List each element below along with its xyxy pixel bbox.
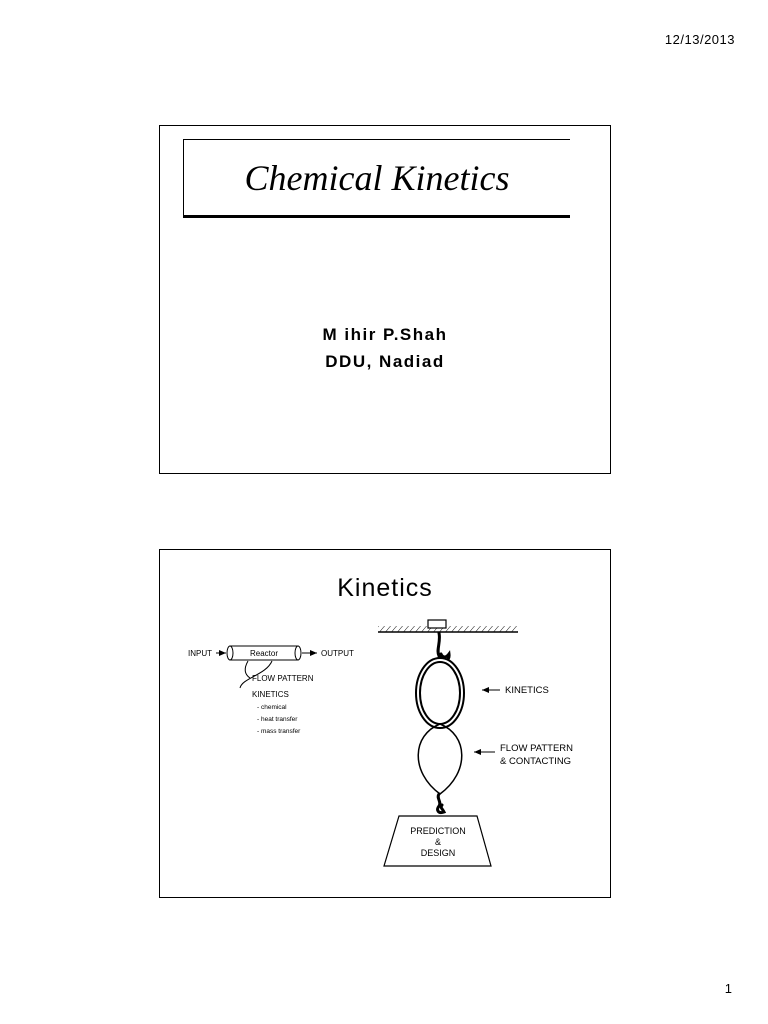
weight-line-1: PREDICTION [410, 826, 466, 836]
top-hook [438, 633, 449, 660]
kinetics-item-heat: - heat transfer [257, 716, 298, 723]
slide-title [159, 125, 611, 474]
kinetics-link-highlight [418, 660, 462, 726]
weight-line-2: & [434, 837, 442, 847]
page-number: 1 [724, 981, 732, 996]
mount-bolt [428, 620, 446, 628]
author-institution: DDU, Nadiad [325, 352, 445, 371]
author-name: M ihir P.Shah [322, 325, 448, 344]
reactor-diagram [188, 646, 354, 735]
bottom-hook [438, 794, 444, 813]
kinetics-label: KINETICS [252, 690, 289, 699]
kinetics-title: Kinetics [337, 574, 433, 602]
weight-line-3: DESIGN [420, 848, 456, 858]
page-date: 12/13/2013 [664, 32, 735, 47]
input-label: INPUT [188, 649, 212, 658]
chain-diagram [378, 620, 573, 866]
reactor-label: Reactor [249, 649, 279, 658]
kinetics-diagram [160, 550, 610, 897]
flow-pattern-link [418, 724, 462, 794]
chain-flow-label-1: FLOW PATTERN [500, 743, 574, 754]
author-block [160, 321, 610, 375]
chain-flow-label-2: & CONTACTING [500, 756, 572, 767]
reactor-cap-right [295, 646, 301, 660]
kinetics-item-chemical: - chemical [257, 704, 287, 711]
ceiling-hatch [378, 626, 518, 632]
kinetics-item-mass: - mass transfer [257, 728, 301, 735]
slide-title-text: Chemical Kinetics [244, 157, 510, 198]
flow-pattern-label: FLOW PATTERN [252, 674, 314, 683]
output-label: OUTPUT [321, 649, 354, 658]
reactor-cap-left [227, 646, 233, 660]
title-box [183, 139, 570, 218]
chain-kinetics-label: KINETICS [505, 685, 549, 696]
slide-kinetics [159, 549, 611, 898]
flow-curve [245, 661, 250, 678]
